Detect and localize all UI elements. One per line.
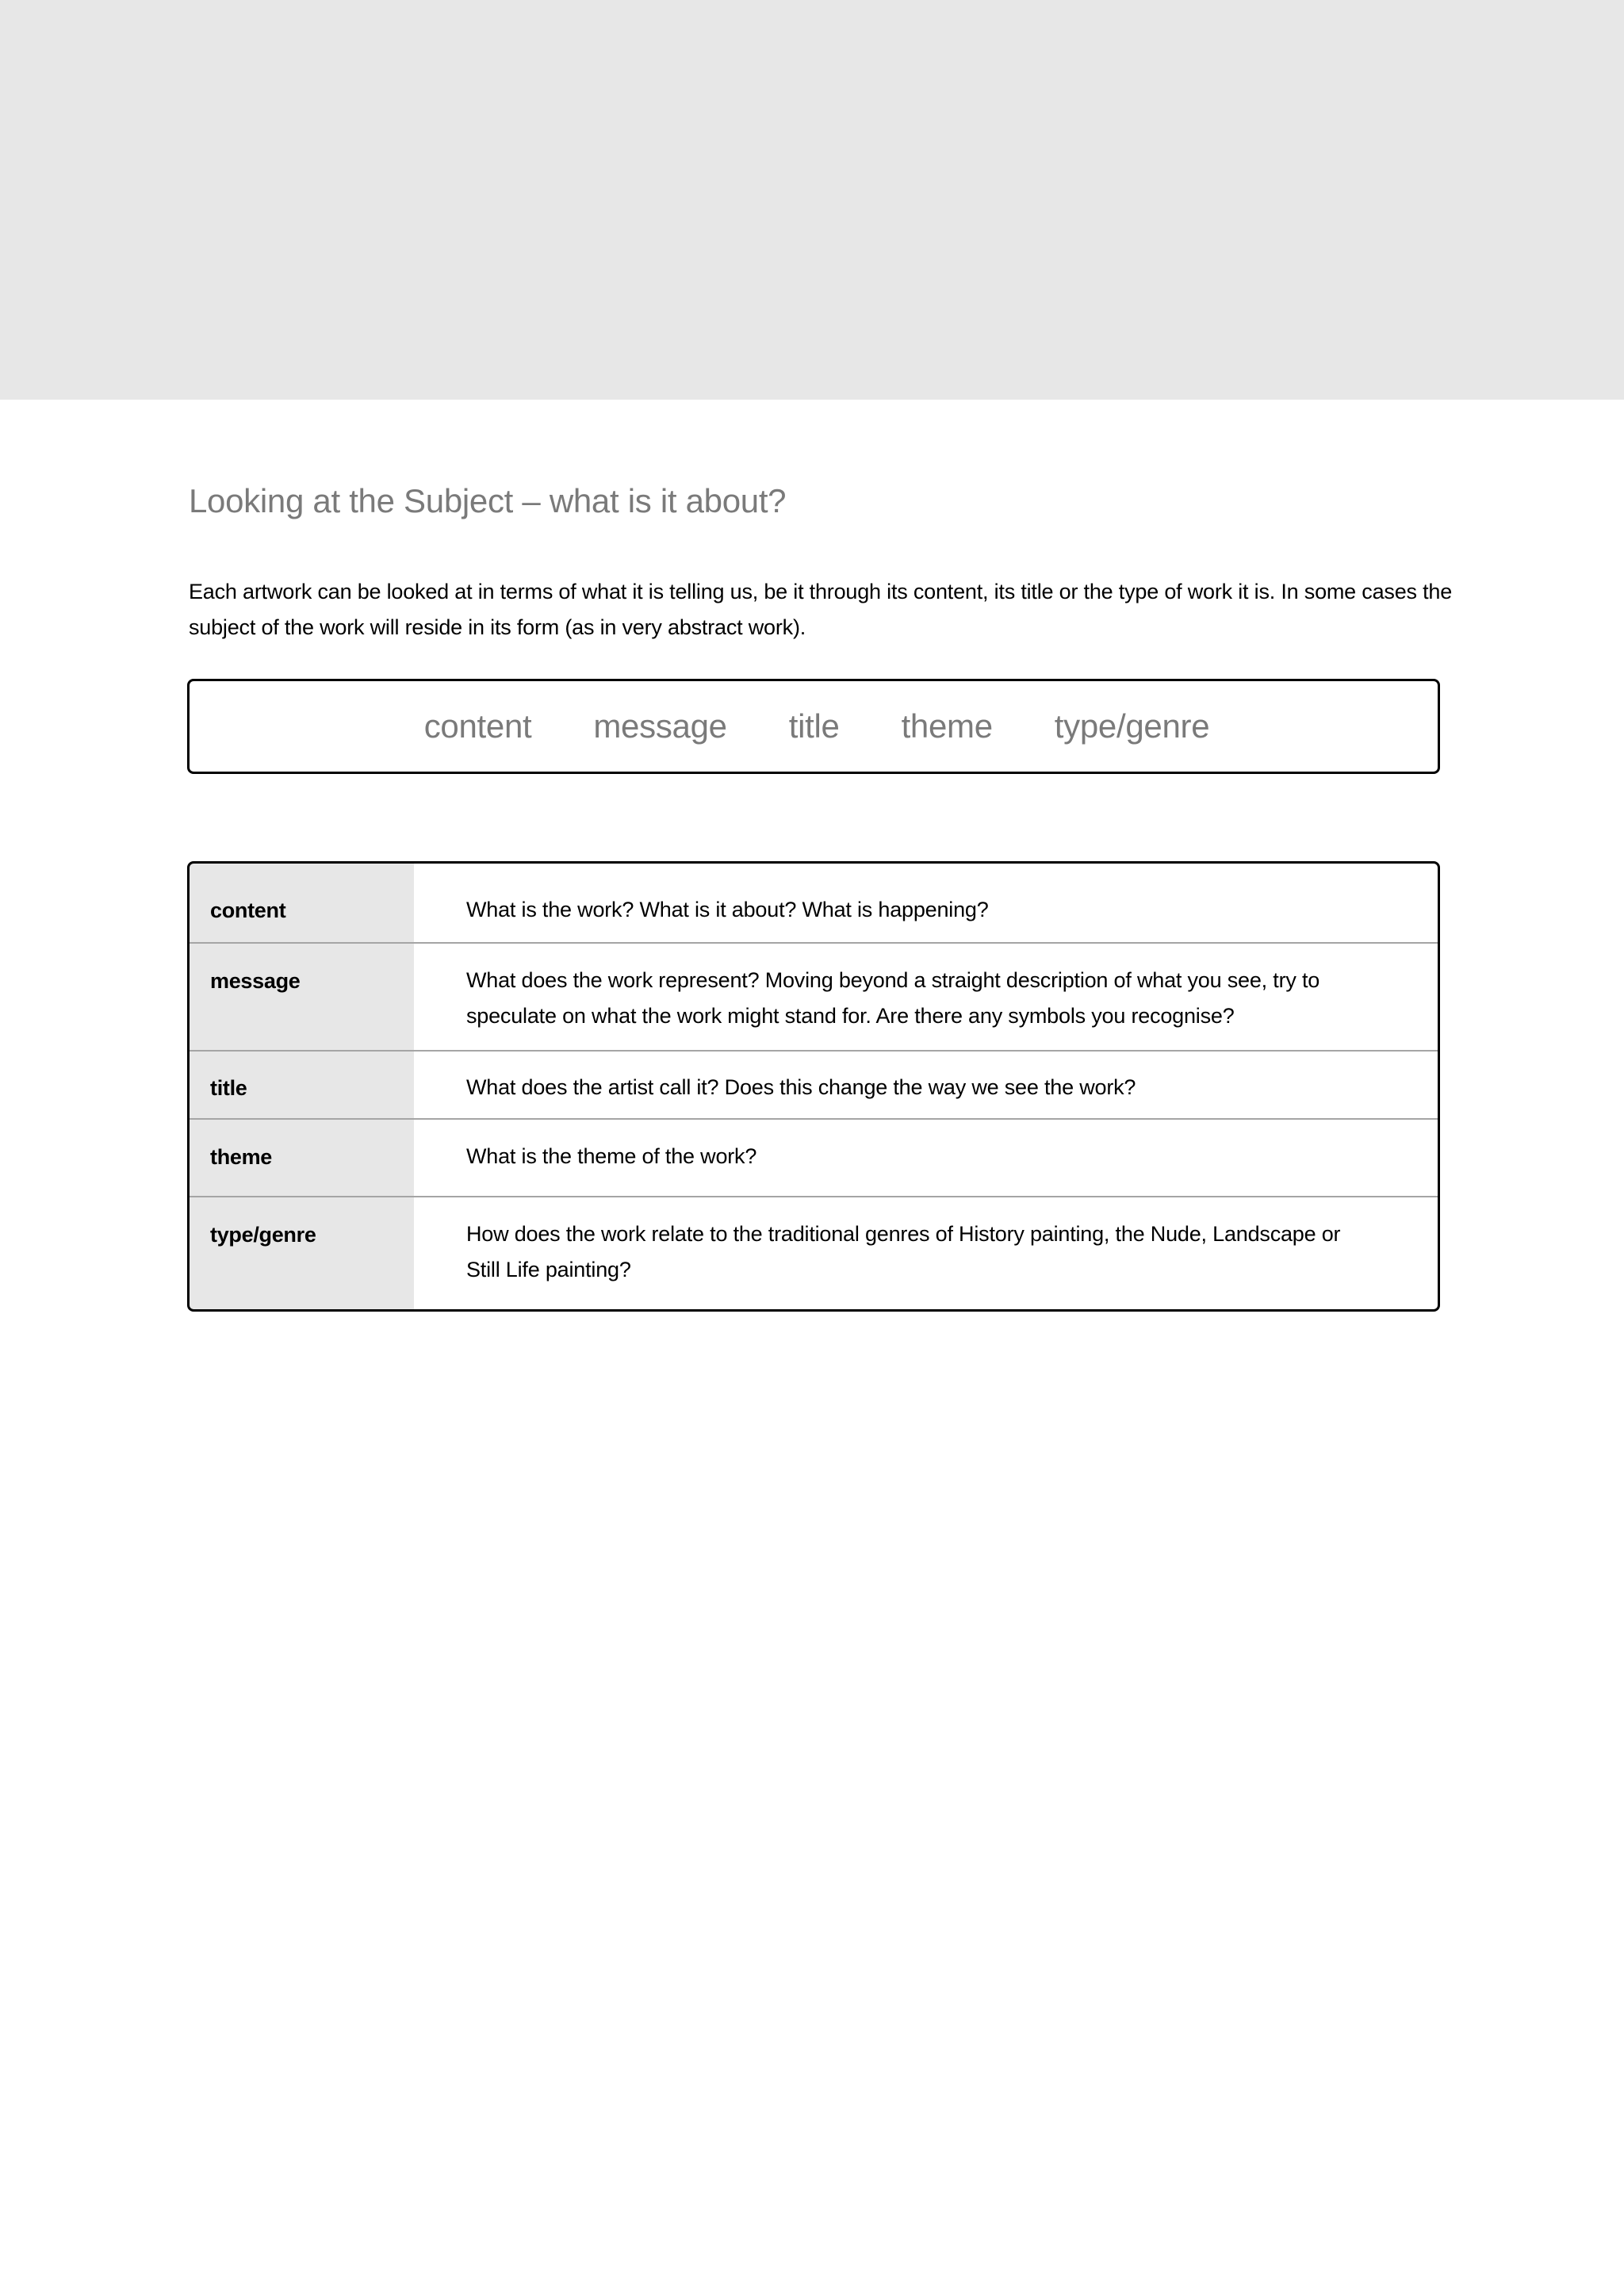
intro-paragraph: Each artwork can be looked at in terms of what it is telling us, be it through its content, its title or the type of work it is. In some cases the subject of the work will reside in its form (as in very abstract work). [189, 580, 1453, 639]
table-row [190, 944, 1438, 1052]
row-definition: What is the theme of the work? [466, 1144, 757, 1168]
table-row [190, 1052, 1438, 1120]
definitions-table [187, 861, 1440, 1312]
table-row [190, 1120, 1438, 1197]
row-definition: What is the work? What is it about? What is happening? [466, 898, 989, 921]
term-message: message [593, 707, 727, 745]
term-title: title [788, 707, 840, 745]
term-type-genre: type/genre [1054, 707, 1210, 745]
row-term: theme [210, 1145, 273, 1169]
term-content: content [423, 707, 532, 745]
table-row [190, 1197, 1438, 1312]
row-term: content [210, 898, 286, 922]
row-definition: What does the work represent? Moving beyond a straight description of what you see, try to speculate on what the work might stand for. Are there any symbols you recognise? [466, 968, 1320, 1028]
row-definition: How does the work relate to the traditional genres of History painting, the Nude, Landscape or Still Life painting? [466, 1222, 1341, 1281]
section-title: Looking at the Subject – what is it about? [189, 482, 787, 519]
table-row [190, 864, 1438, 944]
row-term: title [210, 1076, 247, 1100]
term-theme: theme [901, 707, 993, 745]
header-band [0, 0, 1624, 400]
row-term: type/genre [210, 1223, 316, 1247]
terms-box [187, 679, 1440, 774]
row-definition: What does the artist call it? Does this change the way we see the work? [466, 1075, 1136, 1099]
row-term: message [210, 969, 301, 993]
